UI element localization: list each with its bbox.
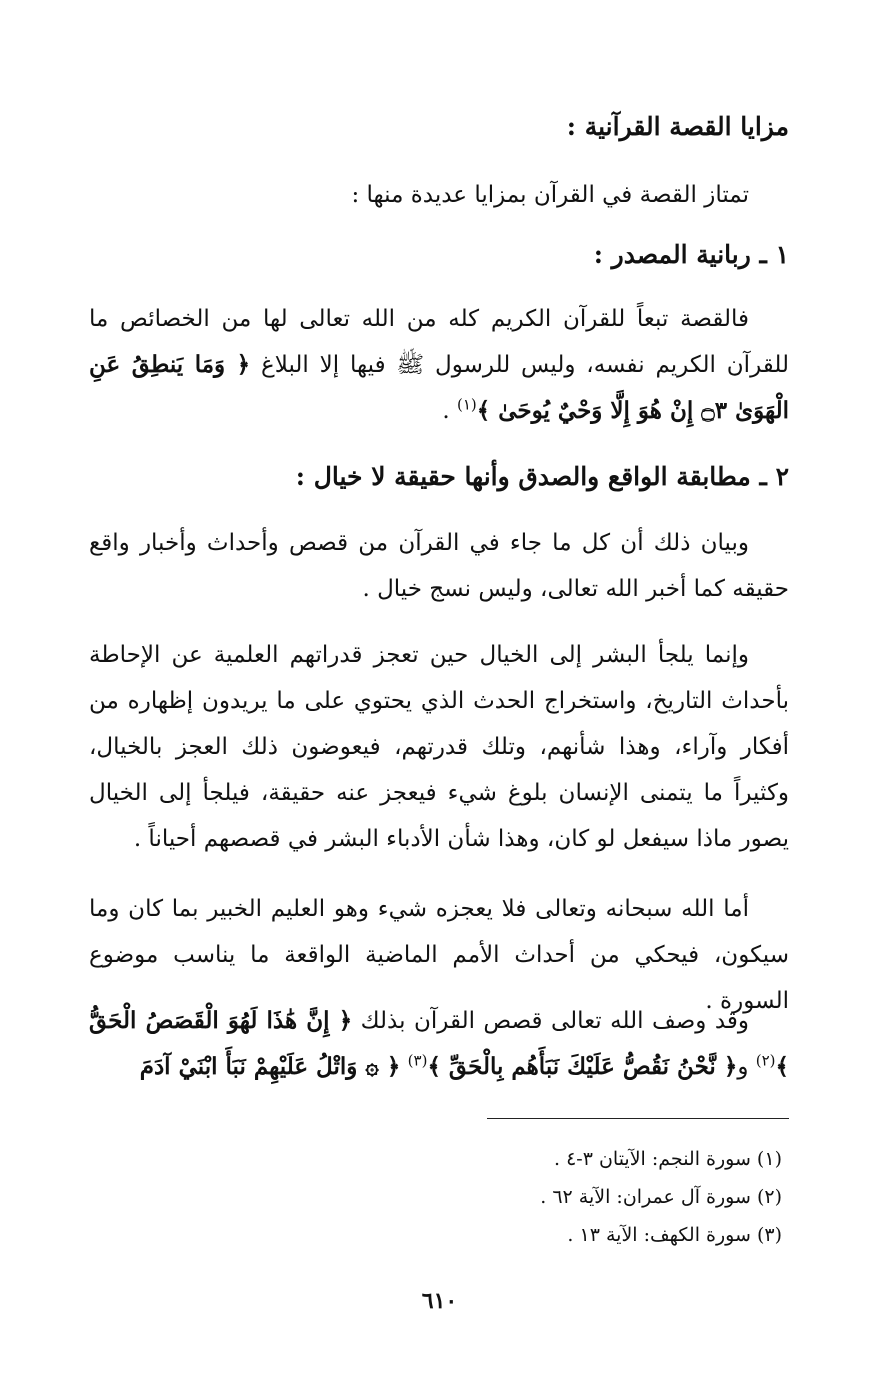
quran-verse-kahf: ﴿ نَّحْنُ نَقُصُّ عَلَيْكَ نَبَأَهُم بِالْحَقِّ ﴾ <box>427 1053 738 1080</box>
footnote-1: (١) سورة النجم: الآيتان ٣-٤ . <box>553 1148 782 1170</box>
page-number: ٦١٠ <box>421 1288 458 1314</box>
point2-paragraph-2: وإنما يلجأ البشر إلى الخيال حين تعجز قدراتهم العلمية عن الإحاطة بأحداث التاريخ، واستخراج الحدث الذي يحتوي على ما يريدون إظهاره من أفكار وآراء، وهذا شأنهم، وتلك قدرتهم، فيعوضون ذلك العجز بالخيال، وكثيراً ما يتمنى الإنسان بلوغ شيء فيعجز عنه حقيقة، فيلجأ إلى الخيال يصور ماذا سيفعل لو كان، وهذا شأن الأدباء البشر في قصصهم أحياناً . <box>89 642 789 852</box>
point1-text: فالقصة تبعاً للقرآن الكريم كله من الله تعالى لها من الخصائص ما للقرآن الكريم نفسه، وليس للرسول ﷺ فيها إلا البلاغ <box>89 306 790 378</box>
footnote-3: (٣) سورة الكهف: الآية ١٣ . <box>567 1224 782 1246</box>
footnote-2: (٢) سورة آل عمران: الآية ٦٢ . <box>540 1186 782 1208</box>
quran-verse-najm: ﴿ وَمَا يَنطِقُ عَنِ الْهَوَىٰ ۝٣ إِنْ هُوَ إِلَّا وَحْيٌ يُوحَىٰ ﴾ <box>89 351 789 424</box>
quran-verse-imran: ﴿ إِنَّ هَٰذَا لَهُوَ الْقَصَصُ الْحَقُّ ﴾ <box>89 1007 789 1080</box>
intro-paragraph <box>89 172 789 218</box>
point2-heading: ٢ ـ مطابقة الواقع والصدق وأنها حقيقة لا خيال : <box>295 462 789 491</box>
point2-paragraph-1: وبيان ذلك أن كل ما جاء في القرآن من قصص وأحداث وأخبار واقع حقيقه كما أخبر الله تعالى، وليس نسج خيال . <box>89 530 789 602</box>
footnote-ref-3: (٣) <box>407 1051 428 1070</box>
quran-verse-maidah: ﴿ ۞ وَاتْلُ عَلَيْهِمْ نَبَأَ ابْنَيْ آدَمَ <box>139 1053 401 1080</box>
point1-heading: ١ ـ ربانية المصدر : <box>593 240 789 269</box>
footnote-ref-2: (٢) <box>755 1051 776 1070</box>
point2-paragraph-3: أما الله سبحانه وتعالى فلا يعجزه شيء وهو العليم الخبير بما كان وما سيكون، فيحكي من أحداث الأمم الماضية الواقعة ما يناسب موضوع السورة . <box>89 896 789 1014</box>
section-title: مزايا القصة القرآنية : <box>566 112 789 141</box>
intro-text: تمتاز القصة في القرآن بمزايا عديدة منها : <box>351 182 749 208</box>
footnote-divider <box>487 1118 789 1119</box>
point1-paragraph: فالقصة تبعاً للقرآن الكريم كله من الله تعالى لها من الخصائص ما للقرآن الكريم نفسه، وليس للرسول ﷺ فيها إلا البلاغ ﴿ وَمَا يَنطِقُ عَنِ الْهَوَىٰ ۝٣ إِنْ هُوَ إِلَّا وَحْيٌ يُوحَىٰ ﴾$^{(١)}$ . <box>89 306 790 424</box>
footnote-ref-1: (١) <box>456 395 477 414</box>
point2-paragraph-4: وقد وصف الله تعالى قصص القرآن بذلك ﴿ إِنَّ هَٰذَا لَهُوَ الْقَصَصُ الْحَقُّ ﴾$^{(٢)}$ و﴿ نَّحْنُ نَقُصُّ عَلَيْكَ نَبَأَهُم بِالْحَقِّ ﴾$^{(٣)}$ ﴿ ۞ وَاتْلُ عَلَيْهِمْ نَبَأَ ابْنَيْ آدَمَ <box>89 1007 789 1080</box>
